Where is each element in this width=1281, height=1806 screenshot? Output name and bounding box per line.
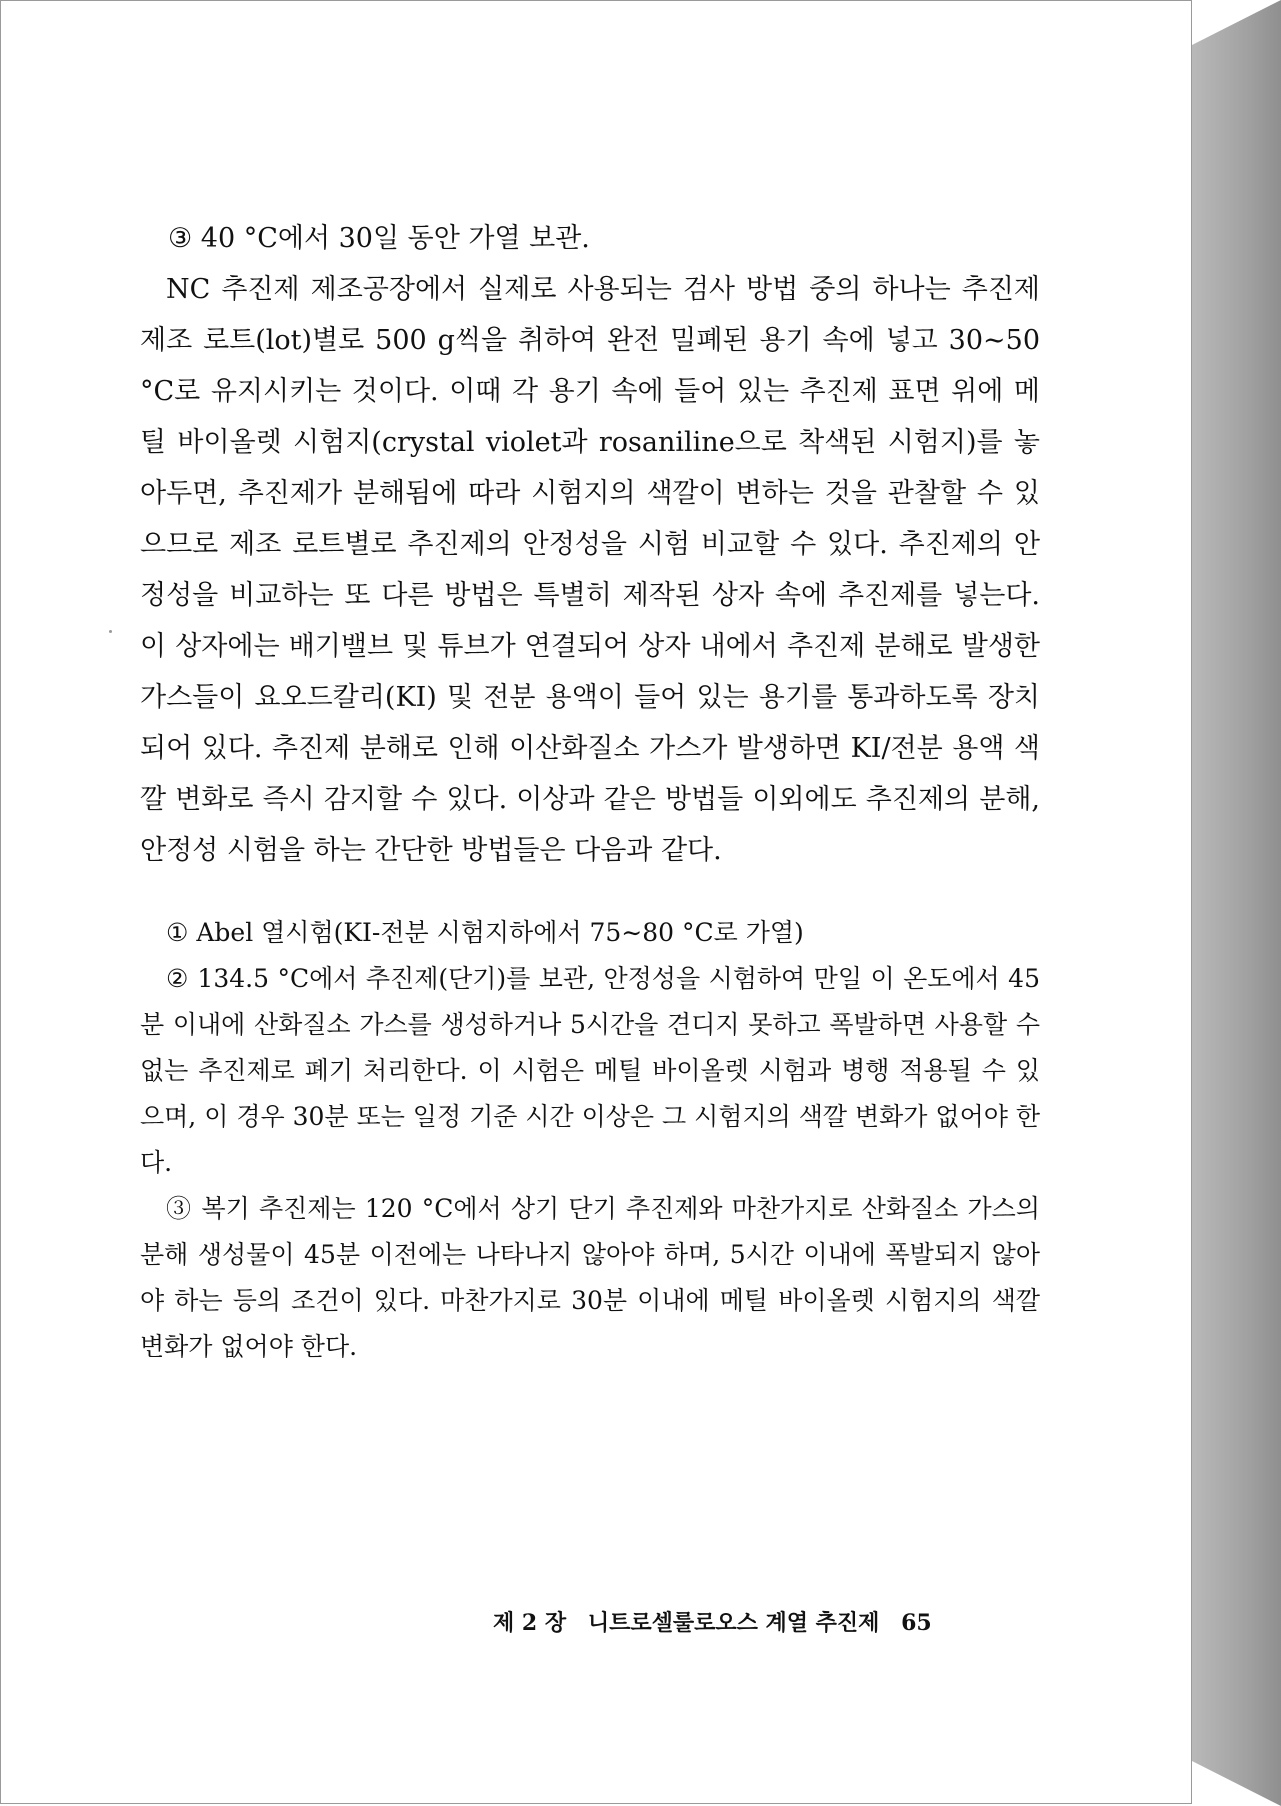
list-item-short-term-test: ② 134.5 °C에서 추진제(단기)를 보관, 안정성을 시험하여 만일 이 온도에서 45분 이내에 산화질소 가스를 생성하거나 5시간을 견디지 못하고 폭발하면 사용할 수 없는 추진제로 폐기 처리한다. 이 시험은 메틸 바이올렛 시험과 병행 적용될 수 있으며, 이 경우 30분 또는 일정 기준 시간 이상은 그 시험지의 색깔 변화가 없어야 한다. [140, 964, 1040, 1177]
list-item-abel-test: ① Abel 열시험(KI-전분 시험지하에서 75∼80 °C로 가열) [166, 918, 804, 947]
book-spine-edge [1192, 0, 1281, 1806]
page-number: 65 [901, 1610, 932, 1636]
scan-speck [109, 630, 112, 633]
running-footer [493, 1606, 1013, 1637]
page-content [140, 213, 1040, 1370]
list-item-continued: ③ 40 °C에서 30일 동안 가열 보관. [168, 223, 590, 254]
test-method-list [140, 910, 1040, 1370]
spine-bottom-corner [1192, 1761, 1281, 1806]
chapter-title: 니트로셀룰로오스 계열 추진제 [587, 1610, 880, 1636]
spine-top-corner [1192, 0, 1281, 45]
list-item-multi-base-test: ③ 복기 추진제는 120 °C에서 상기 단기 추진제와 마찬가지로 산화질소 가스의 분해 생성물이 45분 이전에는 나타나지 않아야 하며, 5시간 이내에 폭발되지 않아야 하는 등의 조건이 있다. 마찬가지로 30분 이내에 메틸 바이올렛 시험지의 색깔 변화가 없어야 한다. [140, 1194, 1040, 1361]
chapter-label: 제 2 장 [493, 1610, 567, 1636]
body-paragraph: NC 추진제 제조공장에서 실제로 사용되는 검사 방법 중의 하나는 추진제 제조 로트(lot)별로 500 g씩을 취하여 완전 밀폐된 용기 속에 넣고 30∼50 °C로 유지시키는 것이다. 이때 각 용기 속에 들어 있는 추진제 표면 위에 메틸 바이올렛 시험지(crystal violet과 rosaniline으로 착색된 시험지)를 놓아두면, 추진제가 분해됨에 따라 시험지의 색깔이 변하는 것을 관찰할 수 있으므로 제조 로트별로 추진제의 안정성을 시험 비교할 수 있다. 추진제의 안정성을 비교하는 또 다른 방법은 특별히 제작된 상자 속에 추진제를 넣는다. 이 상자에는 배기밸브 및 튜브가 연결되어 상자 내에서 추진제 분해로 발생한 가스들이 요오드칼리(KI) 및 전분 용액이 들어 있는 용기를 통과하도록 장치되어 있다. 추진제 분해로 인해 이산화질소 가스가 발생하면 KI/전분 용액 색깔 변화로 즉시 감지할 수 있다. 이상과 같은 방법들 이외에도 추진제의 분해, 안정성 시험을 하는 간단한 방법들은 다음과 같다. [140, 274, 1040, 866]
section-spacer [140, 876, 1040, 910]
